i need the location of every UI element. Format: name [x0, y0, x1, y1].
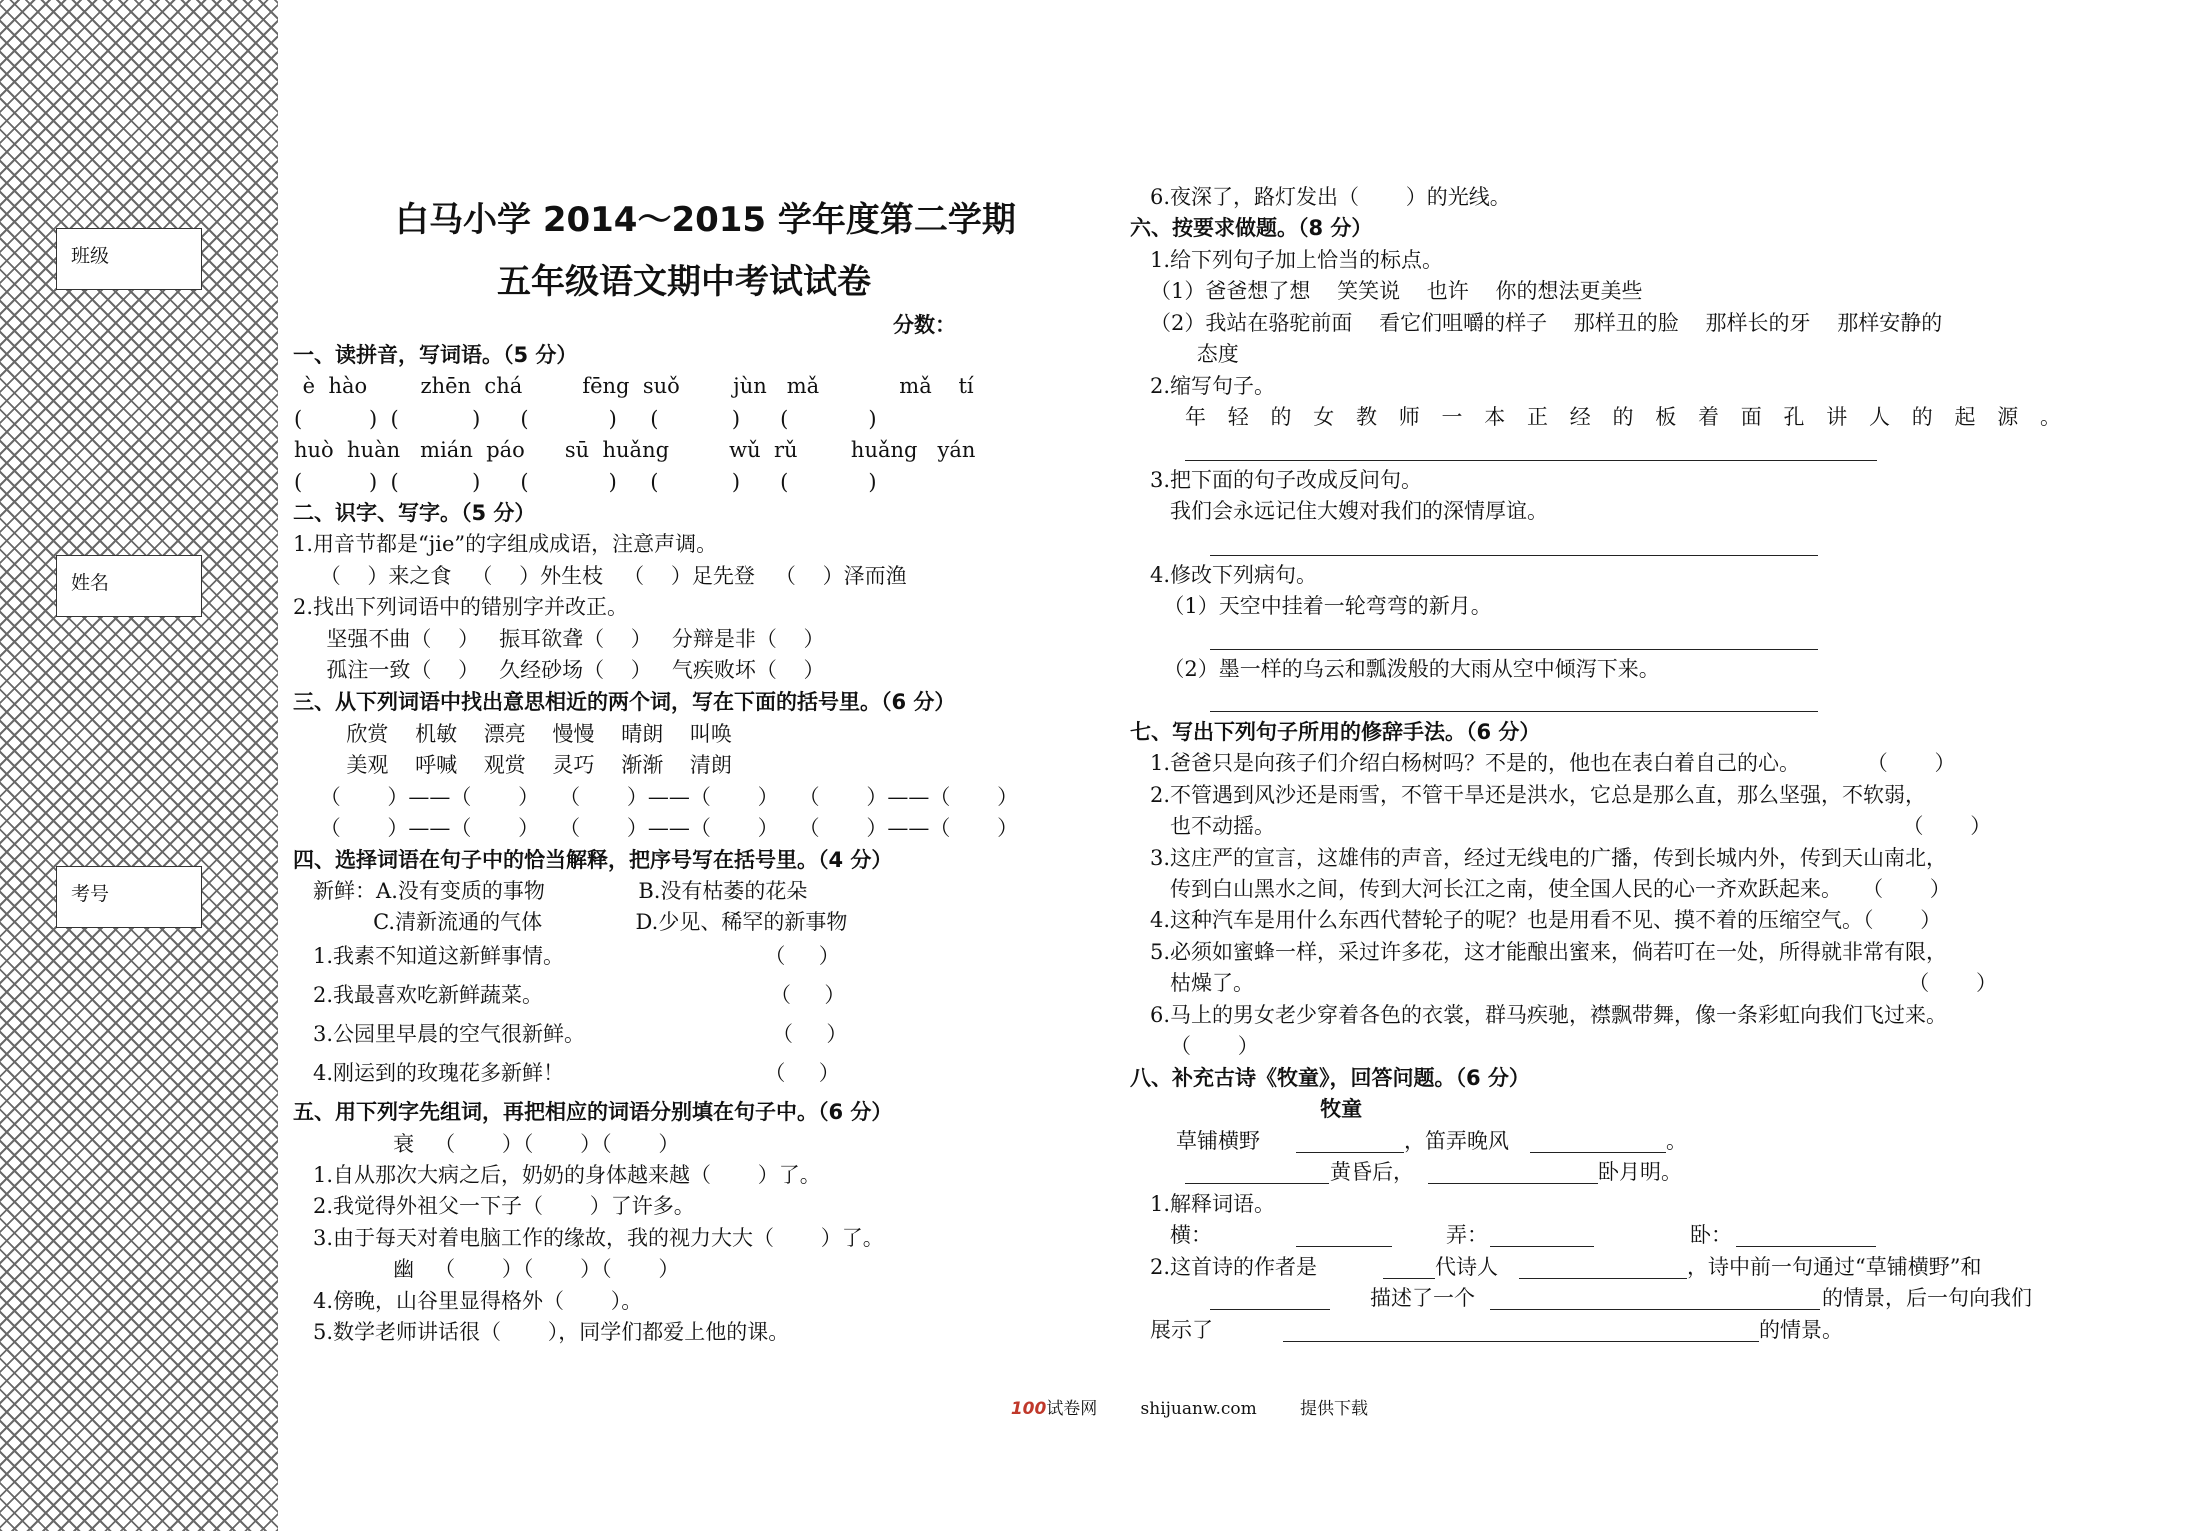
scene-blank-2[interactable]	[1283, 1341, 1759, 1342]
answer-line-6-2[interactable]	[1185, 460, 1877, 461]
question-7-6-cont: （ ）	[1130, 1034, 1259, 1058]
question-7-5-cont: 枯燥了。 （ ）	[1130, 971, 1997, 995]
options-row1: 新鲜：A.没有变质的事物 B.没有枯萎的花朵	[293, 879, 808, 903]
exam-number-label: 考号	[71, 883, 110, 905]
question-4-1: 1.我素不知道这新鲜事情。 （ ）	[293, 944, 840, 968]
pair-blanks-row2: （ ）——（ ） （ ）——（ ） （ ）——（ ）	[293, 816, 1019, 840]
footer	[1000, 1374, 1368, 1419]
pinyin-row-1: è hào zhēn chá fēng suǒ jùn mǎ mǎ tí	[296, 374, 974, 398]
question-7-2-cont: 也不动摇。 （ ）	[1130, 814, 1992, 838]
question-6-1-item2: （2）我站在骆驼前面 看它们咀嚼的样子 那样丑的脸 那样长的牙 那样安静的	[1130, 311, 1943, 335]
define-nong-label: 弄：	[1446, 1223, 1488, 1247]
define-wo-label: 卧：	[1690, 1223, 1732, 1247]
question-6-4-item1: （1）天空中挂着一轮弯弯的新月。	[1130, 594, 1492, 618]
poem-line1-start: 草铺横野	[1156, 1129, 1261, 1153]
question-7-3: 3.这庄严的宣言，这雄伟的声音，经过无线电的广播，传到长城内外，传到天山南北，	[1130, 846, 1948, 870]
detail-blank[interactable]	[1210, 1309, 1330, 1310]
scene-blank-1[interactable]	[1490, 1309, 1820, 1310]
question-4-4: 4.刚运到的玫瑰花多新鲜！ （ ）	[293, 1061, 840, 1085]
define-wo-blank[interactable]	[1736, 1246, 1876, 1247]
question-4-3: 3.公园里早晨的空气很新鲜。 （ ）	[293, 1022, 848, 1046]
name-label: 姓名	[71, 572, 110, 594]
question-2-2-row1: 坚强不曲（ ） 振耳欲聋（ ） 分辩是非（ ）	[293, 627, 825, 651]
question-6-3-sentence: 我们会永远记住大嫂对我们的深情厚谊。	[1130, 499, 1549, 523]
section-8-heading: 八、补充古诗《牧童》，回答问题。（6 分）	[1130, 1066, 1530, 1090]
word-list-row1: 欣赏 机敏 漂亮 慢慢 晴朗 叫唤	[293, 722, 732, 746]
poem-title: 牧童	[1130, 1097, 1363, 1121]
poem-blank-3[interactable]	[1185, 1183, 1329, 1184]
question-5-1: 1.自从那次大病之后，奶奶的身体越来越（ ）了。	[293, 1163, 821, 1187]
question-7-1: 1.爸爸只是向孩子们介绍白杨树吗？不是的，他也在表白着自己的心。 （ ）	[1130, 751, 1956, 775]
exam-title-line1: 白马小学 2014～2015 学年度第二学期	[395, 200, 1016, 240]
answer-line-6-4-2[interactable]	[1210, 711, 1818, 712]
class-field[interactable]	[56, 228, 202, 290]
question-8-2-after: 的情景，后一句向我们	[1822, 1286, 2032, 1310]
word-list-row2: 美观 呼喊 观赏 灵巧 渐渐 清朗	[293, 753, 732, 777]
question-5-6: 6.夜深了，路灯发出（ ）的光线。	[1130, 185, 1511, 209]
poem-line1-mid: ，笛弄晚风	[1404, 1129, 1509, 1153]
question-8-2-poet: 代诗人	[1435, 1255, 1498, 1279]
question-6-2-sentence: 年轻的女教师一本正经的板着面孔讲人的起源。	[1185, 405, 2061, 429]
poem-line1-end: 。	[1666, 1129, 1687, 1153]
poem-line2-end: 卧月明。	[1598, 1160, 1682, 1184]
define-heng-blank[interactable]	[1296, 1246, 1392, 1247]
section-3-heading: 三、从下列词语中找出意思相近的两个词，写在下面的括号里。（6 分）	[293, 690, 956, 714]
question-8-2-mid: ，诗中前一句通过“草铺横野”和	[1687, 1255, 1982, 1279]
question-5-2: 2.我觉得外祖父一下子（ ）了许多。	[293, 1194, 695, 1218]
question-2-2: 2.找出下列词语中的错别字并改正。	[293, 595, 629, 619]
define-nong-blank[interactable]	[1490, 1246, 1594, 1247]
question-2-1: 1.用音节都是“jie”的字组成成语，注意声调。	[293, 532, 718, 556]
section-6-heading: 六、按要求做题。（8 分）	[1130, 216, 1373, 240]
question-6-1-item1: （1）爸爸想了想 笑笑说 也许 你的想法更美些	[1130, 279, 1643, 303]
define-heng-label: 横：	[1130, 1223, 1213, 1247]
question-6-1-item2-cont: 态度	[1130, 342, 1239, 366]
answer-line-6-4-1[interactable]	[1210, 649, 1818, 650]
section-1-heading: 一、读拼音，写词语。（5 分）	[293, 343, 578, 367]
question-2-1-items: （ ）来之食 （ ）外生枝 （ ）足先登 （ ）泽而渔	[293, 564, 907, 588]
character-row-1: 衰 （ ）（ ）（ ）	[293, 1132, 680, 1156]
poem-blank-4[interactable]	[1428, 1183, 1598, 1184]
section-4-heading: 四、选择词语在句子中的恰当解释，把序号写在括号里。（4 分）	[293, 848, 893, 872]
exam-title-line2: 五年级语文期中考试试卷	[497, 262, 871, 302]
pair-blanks-row1: （ ）——（ ） （ ）——（ ） （ ）——（ ）	[293, 785, 1019, 809]
section-2-heading: 二、识字、写字。（5 分）	[293, 501, 536, 525]
question-2-2-row2: 孤注一致（ ） 久经砂场（ ） 气疾败坏（ ）	[293, 658, 825, 682]
poem-line2-mid: 黄昏后，	[1330, 1160, 1414, 1184]
download-note: 提供下载	[1300, 1399, 1369, 1419]
question-6-2: 2.缩写句子。	[1130, 374, 1276, 398]
section-7-heading: 七、写出下列句子所用的修辞手法。（6 分）	[1130, 720, 1541, 744]
options-row2: C.清新流通的气体 D.少见、稀罕的新事物	[293, 910, 848, 934]
question-8-1: 1.解释词语。	[1130, 1192, 1276, 1216]
poem-blank-2[interactable]	[1530, 1152, 1666, 1153]
score-label: 分数：	[893, 313, 956, 337]
poem-blank-1[interactable]	[1296, 1152, 1404, 1153]
exam-number-field[interactable]	[56, 866, 202, 928]
question-7-5: 5.必须如蜜蜂一样，采过许多花，这才能酿出蜜来，倘若叮在一处，所得就非常有限，	[1130, 940, 1948, 964]
blank-row-2: ( ) ( ) ( ) ( ) ( )	[294, 470, 877, 494]
question-5-5: 5.数学老师讲话很（ ），同学们都爱上他的课。	[293, 1320, 790, 1344]
question-6-1: 1.给下列句子加上恰当的标点。	[1130, 248, 1444, 272]
question-6-4-item2: （2）墨一样的乌云和瓢泼般的大雨从空中倾泻下来。	[1130, 657, 1660, 681]
question-7-2: 2.不管遇到风沙还是雨雪，不管干旱还是洪水，它总是那么直，那么坚强，不软弱，	[1130, 783, 1927, 807]
name-field[interactable]	[56, 555, 202, 617]
question-4-2: 2.我最喜欢吃新鲜蔬菜。 （ ）	[293, 983, 846, 1007]
class-label: 班级	[71, 245, 110, 267]
dynasty-blank[interactable]	[1383, 1278, 1435, 1279]
question-7-3-cont: 传到白山黑水之间，传到大河长江之南，使全国人民的心一齐欢跃起来。 （ ）	[1130, 877, 1951, 901]
site-name: 试卷网	[1046, 1399, 1098, 1419]
section-5-heading: 五、用下列字先组词，再把相应的词语分别填在句子中。（6 分）	[293, 1100, 893, 1124]
question-6-4: 4.修改下列病句。	[1130, 563, 1318, 587]
question-8-2-described: 描述了一个	[1370, 1286, 1475, 1310]
site-logo: 100	[1010, 1399, 1047, 1419]
question-6-3: 3.把下面的句子改成反问句。	[1130, 468, 1423, 492]
character-row-2: 幽 （ ）（ ）（ ）	[293, 1257, 680, 1281]
question-8-2-show: 展示了	[1130, 1318, 1214, 1342]
question-5-4: 4.傍晚，山谷里显得格外（ ）。	[293, 1289, 643, 1313]
question-7-4: 4.这种汽车是用什么东西代替轮子的呢？也是用看不见、摸不着的压缩空气。（ ）	[1130, 908, 1942, 932]
question-7-6: 6.马上的男女老少穿着各色的衣裳，群马疾驰，襟飘带舞，像一条彩虹向我们飞过来。	[1130, 1003, 1948, 1027]
question-5-3: 3.由于每天对着电脑工作的缘故，我的视力大大（ ）了。	[293, 1226, 884, 1250]
blank-row-1: ( ) ( ) ( ) ( ) ( )	[294, 407, 877, 431]
poet-blank[interactable]	[1519, 1278, 1687, 1279]
site-url[interactable]: shijuanw.com	[1140, 1399, 1257, 1419]
pinyin-row-2: huò huàn mián páo sū huǎng wǔ rǔ huǎng yán	[294, 438, 976, 462]
answer-line-6-3[interactable]	[1210, 555, 1818, 556]
question-8-2-start: 2.这首诗的作者是	[1130, 1255, 1318, 1279]
question-8-2-end: 的情景。	[1759, 1318, 1843, 1342]
